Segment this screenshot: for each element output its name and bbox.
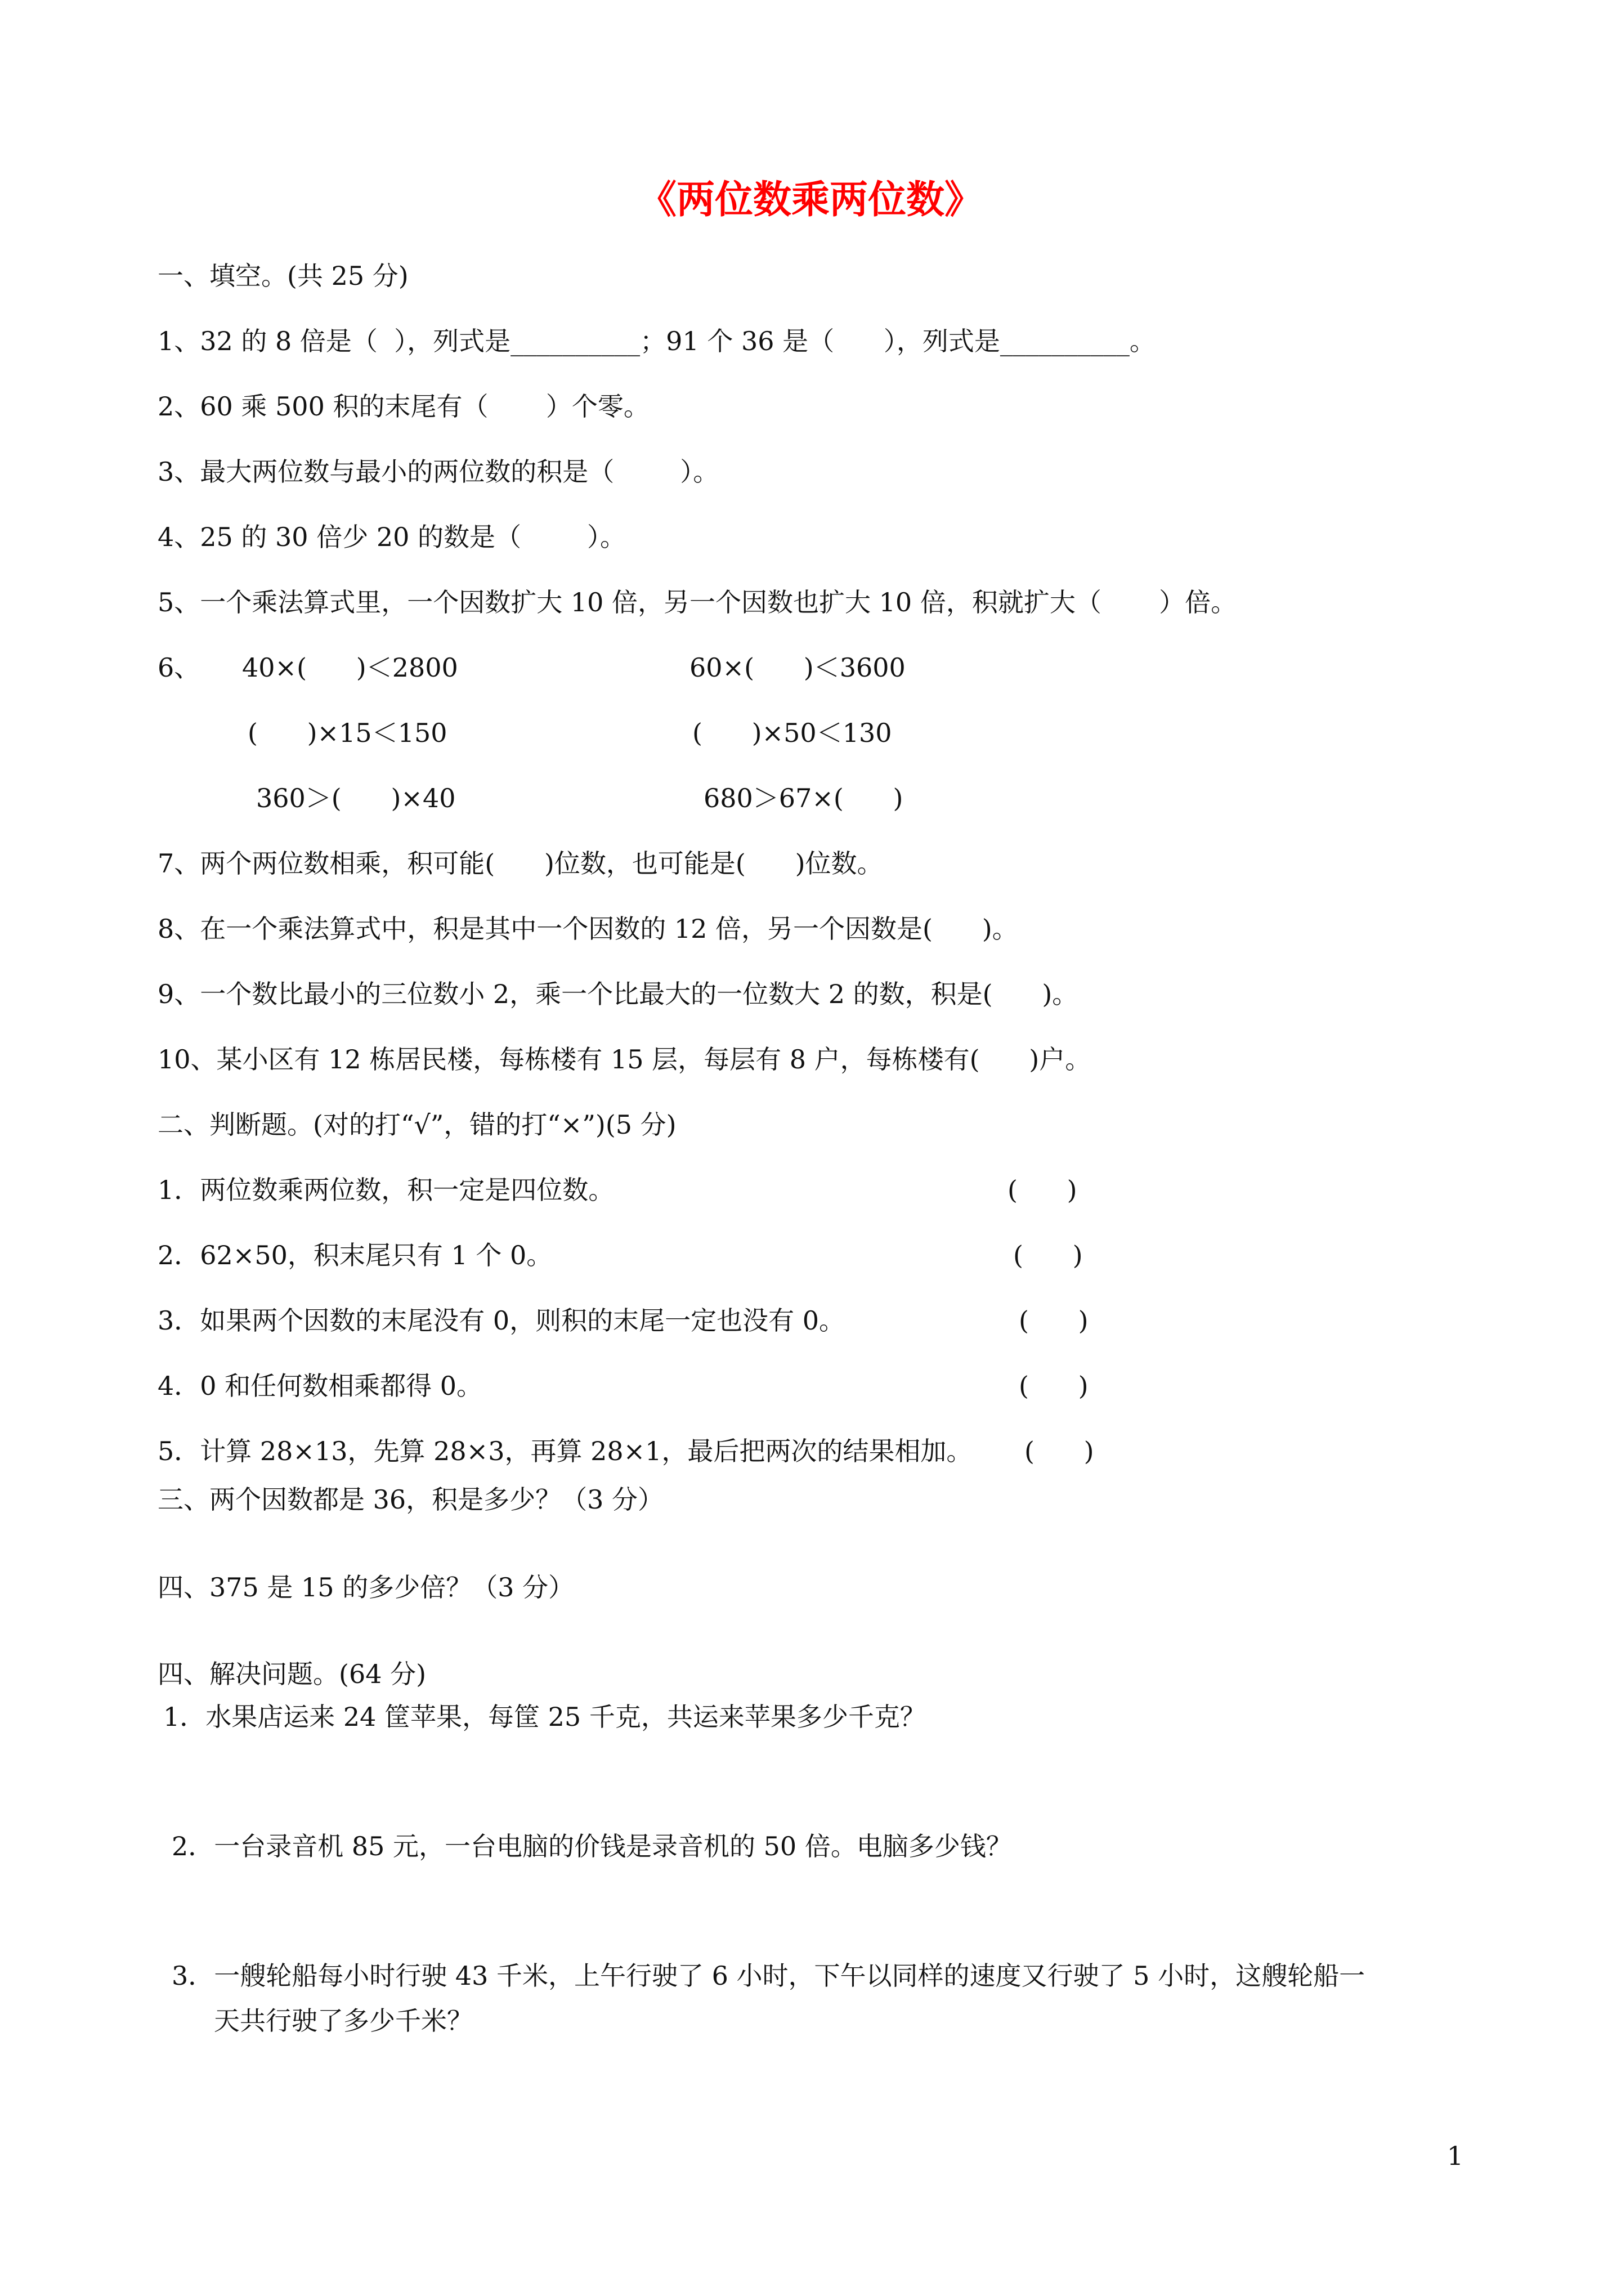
judgment-item-text: 4．0 和任何数相乘都得 0。 — [158, 1371, 483, 1401]
question-1-9: 9、一个数比最小的三位数小 2，乘一个比最大的一位数大 2 的数，积是( )。 — [158, 979, 1078, 1009]
question-1-6-row1-right: 60×( )＜3600 — [689, 652, 906, 683]
judgment-item-text: 1．两位数乘两位数，积一定是四位数。 — [158, 1175, 615, 1205]
question-1-7: 7、两个两位数相乘，积可能( )位数，也可能是( )位数。 — [158, 848, 883, 879]
judgment-item-blank: ( ) — [1019, 1371, 1089, 1401]
section-1-heading: 一、填空。(共 25 分) — [158, 261, 409, 291]
question-1-6-row3-left: 360＞( )×40 — [256, 783, 456, 813]
problem-1: 1．水果店运来 24 筐苹果，每筐 25 千克，共运来苹果多少千克？ — [163, 1702, 926, 1732]
page-title: 《两位数乘两位数》 — [638, 177, 983, 222]
judgment-item-blank: ( ) — [1013, 1240, 1083, 1270]
question-1-5: 5、一个乘法算式里，一个因数扩大 10 倍，另一个因数也扩大 10 倍，积就扩大（ ）倍。 — [158, 587, 1237, 617]
section-4-heading-multiple: 四、375 是 15 的多少倍？（3 分） — [158, 1572, 575, 1603]
judgment-item-text: 5．计算 28×13，先算 28×3，再算 28×1，最后把两次的结果相加。 — [158, 1436, 973, 1466]
section-2-heading: 二、判断题。(对的打“√”，错的打“×”)(5 分) — [158, 1109, 677, 1140]
question-1-1: 1、32 的 8 倍是（ ），列式是__________；91 个 36 是（ ），列式是__________。 — [158, 326, 1156, 356]
question-1-6-label: 6、 — [158, 652, 200, 683]
question-1-2: 2、60 乘 500 积的末尾有（ ）个零。 — [158, 391, 650, 422]
judgment-item-text: 2．62×50，积末尾只有 1 个 0。 — [158, 1240, 553, 1270]
section-4-heading-problems: 四、解决问题。(64 分) — [158, 1659, 427, 1689]
judgment-item-text: 3．如果两个因数的末尾没有 0，则积的末尾一定也没有 0。 — [158, 1305, 845, 1336]
problem-3-line-2: 天共行驶了多少千米？ — [214, 2006, 473, 2036]
question-1-6-row1-left: 40×( )＜2800 — [242, 652, 458, 683]
question-1-6-row2-right: ( )×50＜130 — [692, 718, 892, 748]
question-1-4: 4、25 的 30 倍少 20 的数是（ ）。 — [158, 522, 626, 552]
judgment-item-blank: ( ) — [1024, 1436, 1094, 1466]
question-1-3: 3、最大两位数与最小的两位数的积是（ ）。 — [158, 456, 719, 487]
question-1-10: 10、某小区有 12 栋居民楼，每栋楼有 15 层，每层有 8 户，每栋楼有( )户。 — [158, 1044, 1091, 1075]
judgment-item-blank: ( ) — [1007, 1175, 1077, 1205]
question-1-6-row2-left: ( )×15＜150 — [248, 718, 447, 748]
page-number: 1 — [1447, 2141, 1463, 2171]
question-1-8: 8、在一个乘法算式中，积是其中一个因数的 12 倍，另一个因数是( )。 — [158, 914, 1018, 944]
judgment-item-blank: ( ) — [1019, 1305, 1089, 1336]
problem-3-line-1: 3．一艘轮船每小时行驶 43 千米，上午行驶了 6 小时，下午以同样的速度又行驶了 5 小时，这艘轮船一 — [172, 1961, 1365, 1991]
question-1-6-row3-right: 680＞67×( ) — [704, 783, 903, 813]
problem-2: 2．一台录音机 85 元，一台电脑的价钱是录音机的 50 倍。电脑多少钱？ — [172, 1831, 1012, 1861]
section-3-heading: 三、两个因数都是 36，积是多少？（3 分） — [158, 1484, 664, 1515]
